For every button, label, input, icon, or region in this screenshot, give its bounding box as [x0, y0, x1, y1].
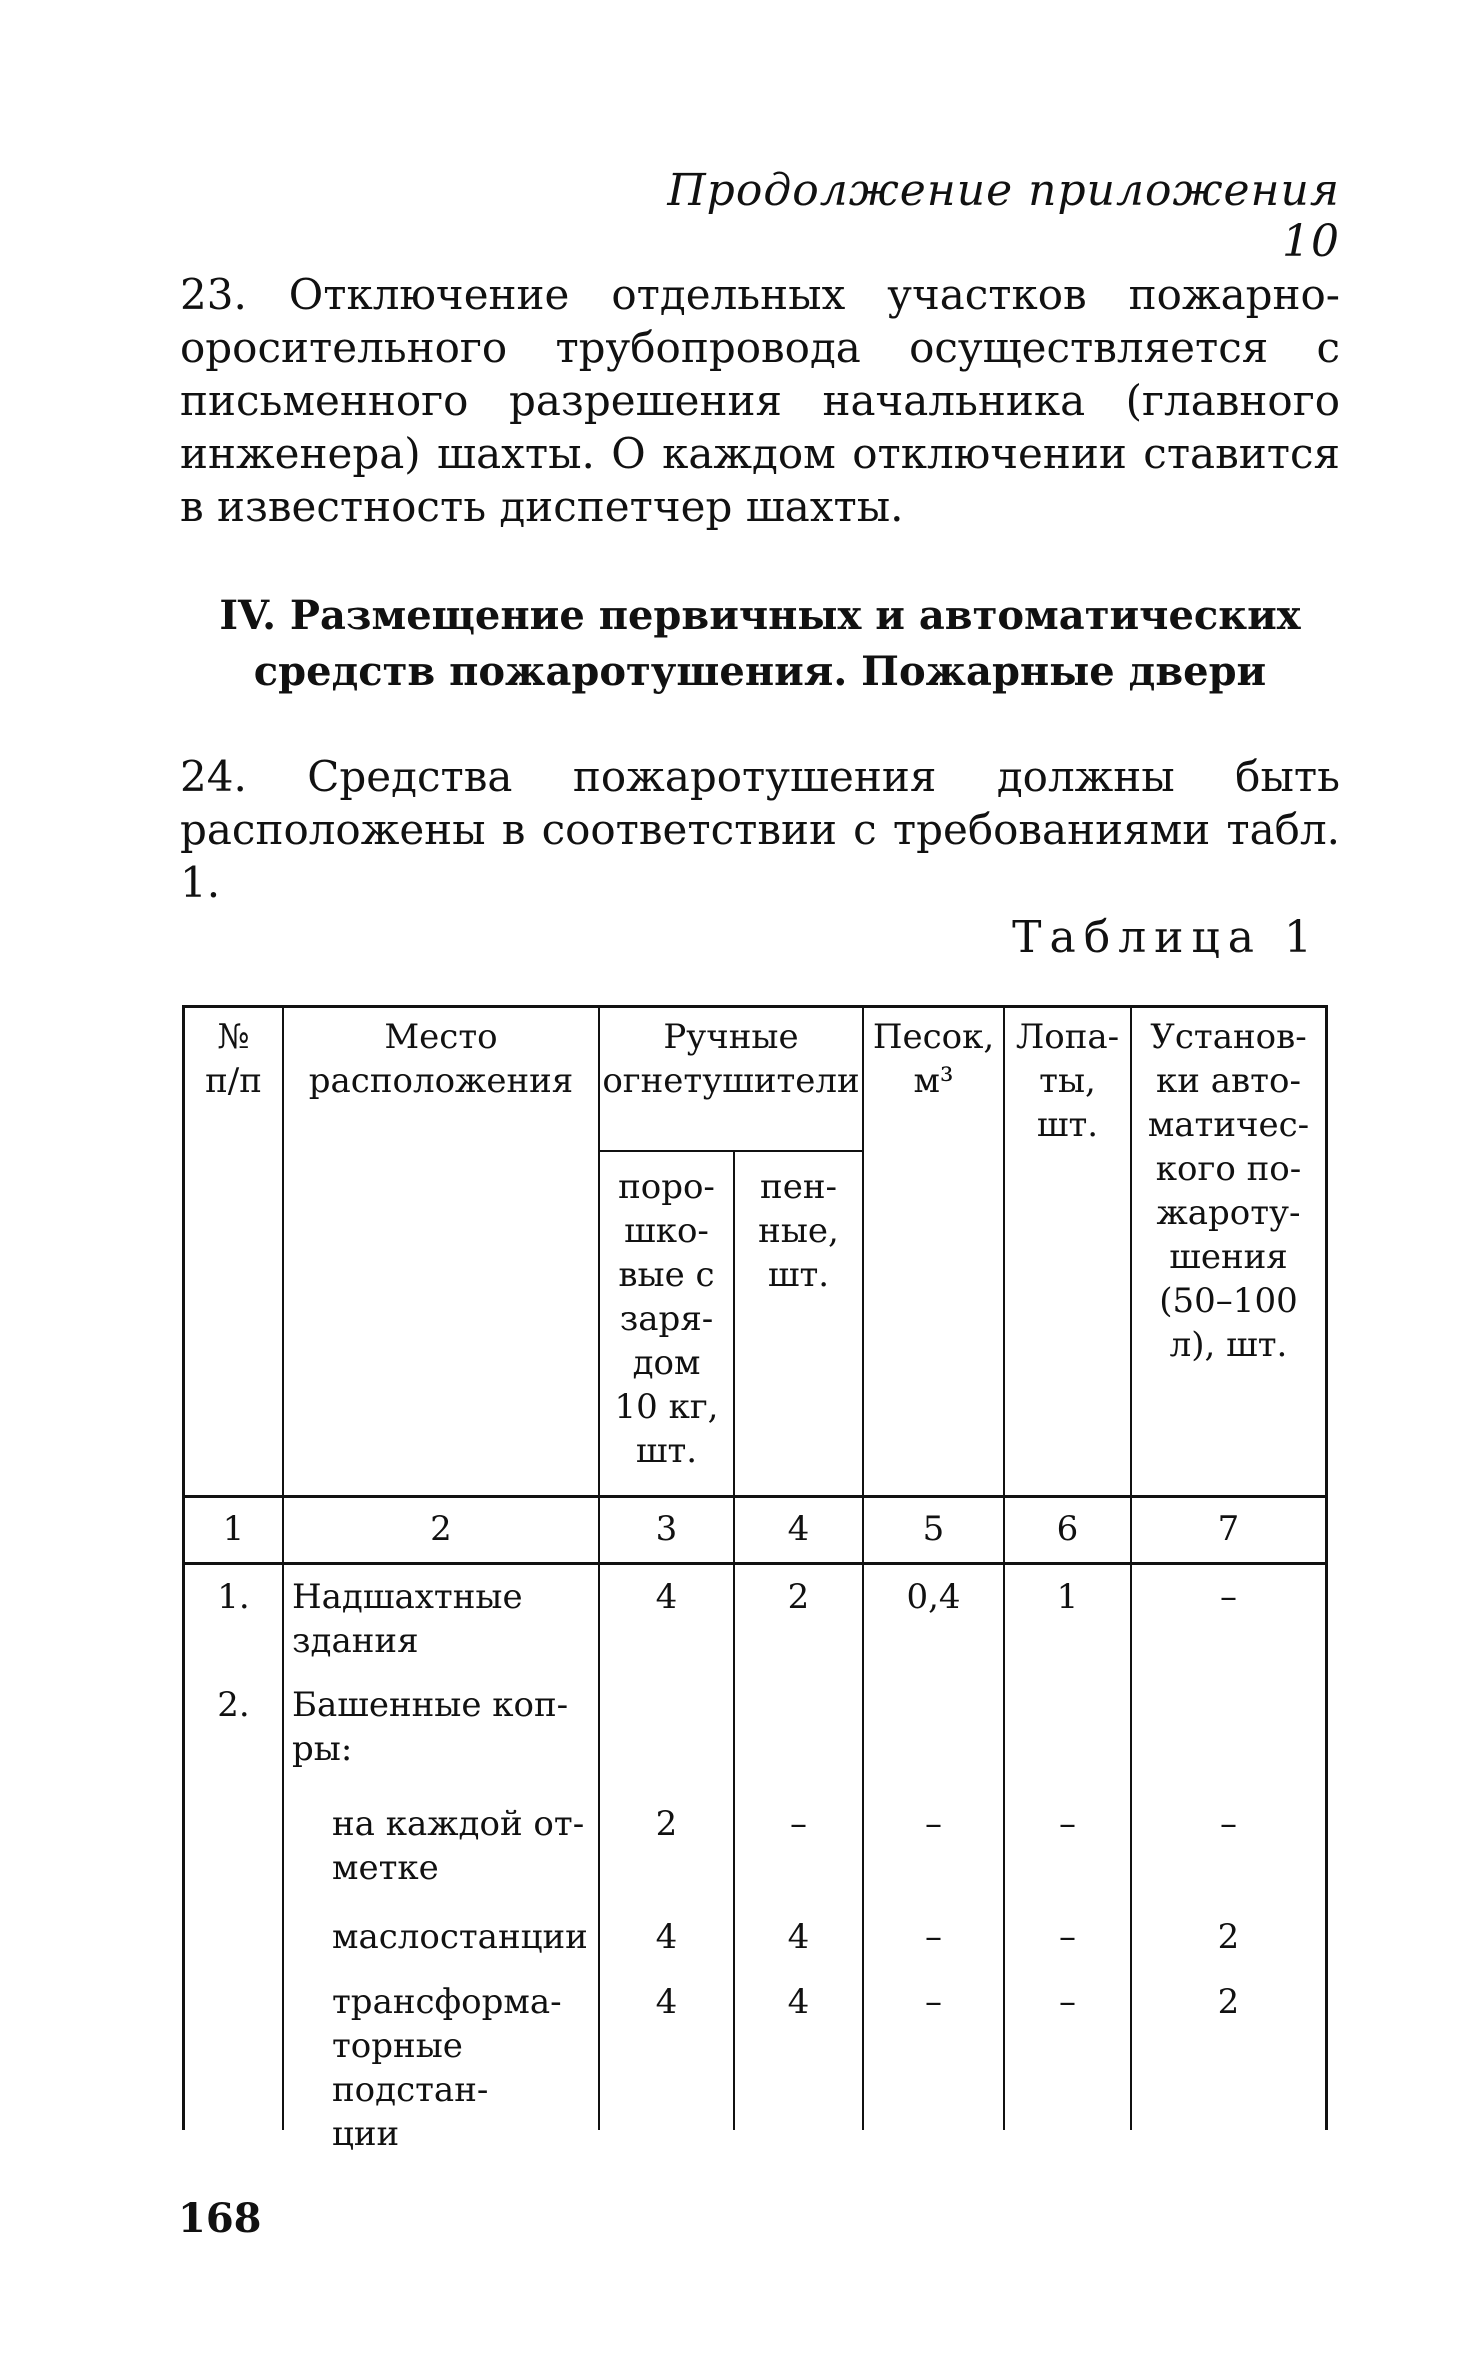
row-c7: –	[1220, 1577, 1237, 1617]
row-c4: –	[790, 1804, 807, 1844]
table-col-divider-5	[1003, 1005, 1005, 2130]
column-number-3: 3	[655, 1509, 678, 1549]
row-place: Надшахтные здания	[292, 1577, 523, 1661]
row-c4: 2	[787, 1577, 810, 1617]
table-col-divider-4	[862, 1005, 864, 2130]
table-header-bottom-border	[182, 1495, 1328, 1498]
table-col-divider-1	[282, 1005, 284, 2130]
table-numbers-bottom-border	[182, 1562, 1328, 1565]
row-c6: 1	[1056, 1577, 1079, 1617]
row-c7: 2	[1217, 1917, 1240, 1957]
paragraph-24: 24. Средства пожаротушения должны быть расположены в соответствии с требованиями табл. 1.	[180, 752, 1340, 907]
table-subheader-rule	[598, 1150, 863, 1152]
row-place: трансформа- торные подстан- ции	[332, 1982, 562, 2154]
row-place: на каждой от- метке	[332, 1804, 585, 1888]
row-c5: –	[925, 1982, 942, 2022]
row-place: Башенные коп- ры:	[292, 1685, 569, 1769]
header-manual: Ручные огнетушители	[602, 1017, 860, 1101]
column-number-7: 7	[1217, 1509, 1240, 1549]
header-sand: Песок, м³	[872, 1017, 995, 1101]
row-c6: –	[1059, 1982, 1076, 2022]
row-c3: 4	[655, 1917, 678, 1957]
header-powder: поро- шко- вые с заря- дом 10 кг, шт.	[614, 1167, 719, 1471]
table-left-border	[182, 1005, 185, 2130]
row-c5: 0,4	[906, 1577, 961, 1617]
row-place: маслостанции	[332, 1917, 588, 1957]
table-top-border	[182, 1005, 1328, 1008]
page-number: 168	[178, 2195, 262, 2242]
paragraph-23: 23. Отключение отдельных участков пожарно-оросительного трубопровода осуществляется с письменного разрешения начальника (главного инженера) шахты. О каждом отключении ставится в известность диспетчер шахты.	[180, 270, 1340, 531]
row-c5: –	[925, 1917, 942, 1957]
column-number-4: 4	[787, 1509, 810, 1549]
running-head: Продолжение приложения 10	[667, 165, 1340, 267]
row-c7: 2	[1217, 1982, 1240, 2022]
row-c3: 2	[655, 1804, 678, 1844]
row-num: 1.	[217, 1577, 250, 1617]
header-auto: Установ- ки авто- матичес- кого по- жароту- шения (50–100 л), шт.	[1147, 1017, 1310, 1365]
row-c6: –	[1059, 1917, 1076, 1957]
row-c4: 4	[787, 1982, 810, 2022]
row-c7: –	[1220, 1804, 1237, 1844]
row-num: 2.	[217, 1685, 250, 1725]
header-shovels: Лопа- ты, шт.	[1015, 1017, 1120, 1145]
header-foam: пен- ные, шт.	[758, 1167, 839, 1295]
column-number-5: 5	[922, 1509, 945, 1549]
row-c4: 4	[787, 1917, 810, 1957]
row-c3: 4	[655, 1577, 678, 1617]
row-c6: –	[1059, 1804, 1076, 1844]
table-caption: Таблица 1	[1012, 912, 1320, 963]
table-right-border	[1325, 1005, 1328, 2130]
section-title: IV. Размещение первичных и автоматических средств пожаротушения. Пожарные двери	[219, 592, 1301, 695]
header-num: № п/п	[205, 1017, 262, 1101]
column-number-1: 1	[222, 1509, 245, 1549]
column-number-6: 6	[1056, 1509, 1079, 1549]
row-c5: –	[925, 1804, 942, 1844]
column-number-2: 2	[430, 1509, 452, 1549]
row-c3: 4	[655, 1982, 678, 2022]
header-place: Место расположения	[308, 1017, 574, 1101]
